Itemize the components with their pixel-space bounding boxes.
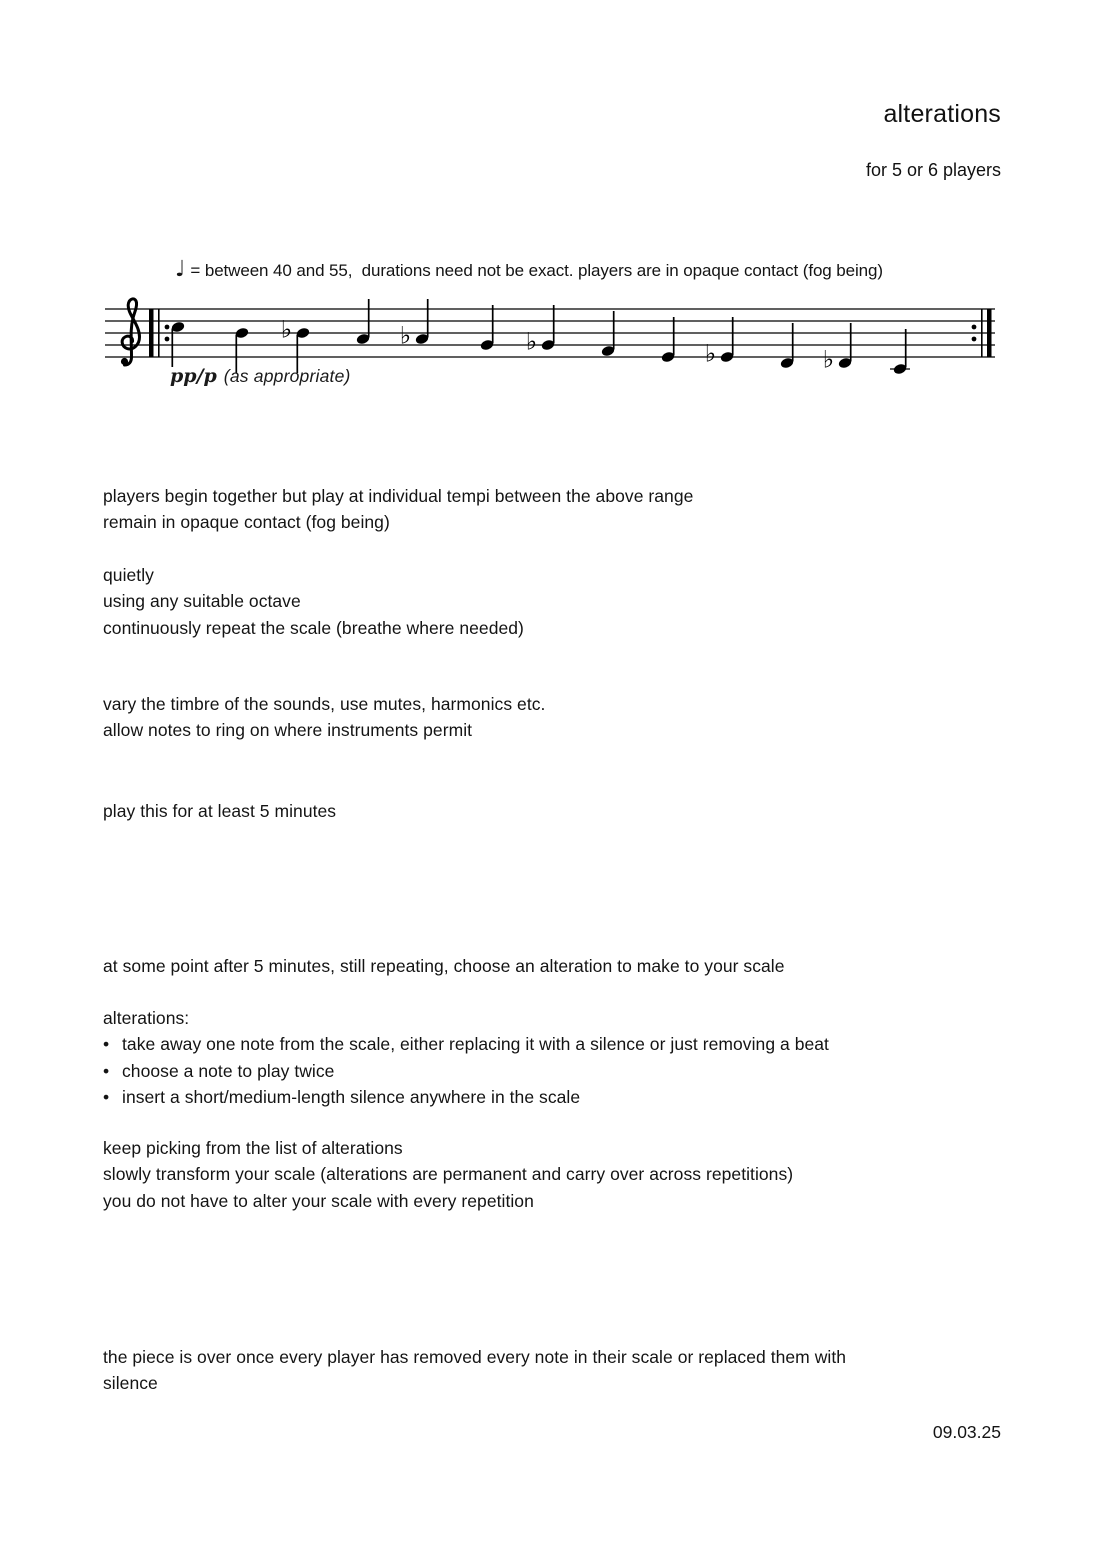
text-line: silence <box>103 1373 158 1394</box>
paragraph-choose-alteration <box>103 953 785 979</box>
text-line: the piece is over once every player has removed every note in their scale or replaced them with <box>103 1347 847 1367</box>
paragraph-tempi <box>103 483 693 536</box>
alterations-list <box>103 1005 829 1110</box>
text-line: keep picking from the list of alterations <box>103 1138 403 1158</box>
text-line: remain in opaque contact (fog being) <box>103 512 390 533</box>
list-item <box>103 1031 829 1057</box>
tempo-marking <box>175 257 883 282</box>
text-line: allow notes to ring on where instruments permit <box>103 720 473 741</box>
text-line: continuously repeat the scale (breathe where needed) <box>103 617 524 638</box>
bullet-icon: • <box>103 1034 110 1055</box>
paragraph-keep-picking <box>103 1135 793 1214</box>
svg-text:♭: ♭ <box>280 315 293 344</box>
paragraph-ending <box>103 1344 846 1397</box>
dynamics-marking <box>170 365 351 387</box>
svg-text:♭: ♭ <box>525 327 538 356</box>
page-subtitle: for 5 or 6 players <box>865 160 1001 180</box>
list-item <box>103 1058 829 1084</box>
dynamics-qualifier: (as appropriate) <box>223 366 351 386</box>
list-item <box>103 1084 829 1110</box>
bullet-icon: • <box>103 1086 110 1107</box>
dynamics-symbol: pp/p <box>170 365 217 387</box>
svg-text:♭: ♭ <box>399 321 412 350</box>
tempo-text: = between 40 and 55, durations need not be exact. players are in opaque contact (fog being) <box>190 261 883 280</box>
paragraph-repeat-scale <box>103 562 524 641</box>
text-line: players begin together but play at individual tempi between the above range <box>103 486 694 506</box>
date: 09.03.25 <box>932 1422 1001 1442</box>
paragraph-duration <box>103 798 336 824</box>
svg-text:♭: ♭ <box>704 339 717 368</box>
list-item-text: insert a short/medium-length silence anywhere in the scale <box>122 1086 581 1107</box>
text-line: you do not have to alter your scale with every repetition <box>103 1190 534 1211</box>
text-line: at some point after 5 minutes, still repeating, choose an alteration to make to your scale <box>103 956 785 976</box>
scale-notes <box>171 299 910 375</box>
bullet-icon: • <box>103 1060 110 1081</box>
list-item-text: choose a note to play twice <box>122 1060 335 1081</box>
page-title: alterations <box>883 100 1001 128</box>
svg-text:♭: ♭ <box>822 345 835 374</box>
text-line: vary the timbre of the sounds, use mutes, harmonics etc. <box>103 694 546 714</box>
paragraph-timbre <box>103 691 545 744</box>
text-line: play this for at least 5 minutes <box>103 801 337 821</box>
text-line: using any suitable octave <box>103 591 301 612</box>
alterations-heading: alterations: <box>103 1008 190 1028</box>
list-item-text: take away one note from the scale, either replacing it with a silence or just removing a beat <box>122 1034 829 1055</box>
quarter-note-icon: ♩ <box>175 257 186 282</box>
text-line: slowly transform your scale (alterations are permanent and carry over across repetitions) <box>103 1164 794 1185</box>
text-line: quietly <box>103 565 154 585</box>
